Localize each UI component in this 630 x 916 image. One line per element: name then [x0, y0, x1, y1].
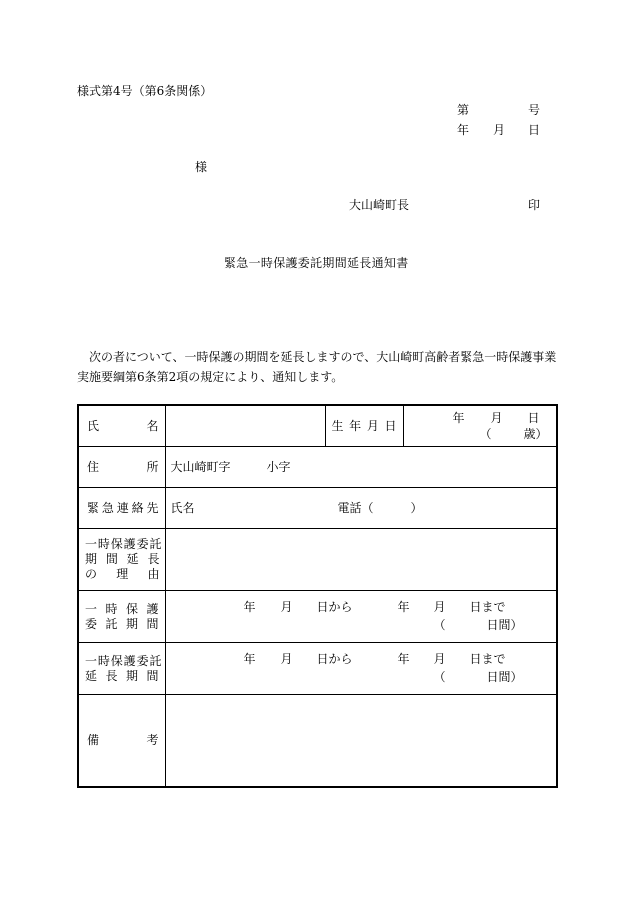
reason-label-char: 委	[136, 537, 149, 551]
period-end-month: 月	[433, 600, 446, 614]
ext-value-cell[interactable]	[165, 643, 557, 695]
period-days-close: 日間）	[486, 618, 523, 632]
ext-label-char: 延	[85, 668, 98, 683]
address-town: 大山崎町字	[170, 460, 231, 474]
issuer-name: 大山崎町長	[349, 198, 410, 212]
period-days-open: （	[433, 618, 446, 632]
contact-label-char: 絡	[131, 500, 144, 515]
period-value-cell[interactable]	[165, 591, 557, 643]
contact-label-char: 先	[146, 500, 159, 515]
reason-label-char: 延	[126, 552, 139, 566]
age-open: （	[479, 427, 492, 441]
ext-days-open: （	[433, 670, 446, 684]
reason-label-char: 期	[85, 552, 98, 566]
dob-label-char: 生	[331, 418, 344, 433]
ext-label-char: 委	[136, 653, 149, 668]
contact-label-char: 急	[101, 500, 114, 515]
name-label-char: 氏	[87, 418, 100, 433]
period-label-char: 委	[85, 616, 98, 631]
date-month: 月	[493, 123, 506, 137]
ext-end-day: 日まで	[469, 652, 506, 666]
reason-label-char: 理	[116, 567, 129, 581]
addressee-suffix: 様	[195, 160, 208, 174]
ext-end-year: 年	[397, 652, 410, 666]
remarks-value-cell[interactable]	[165, 695, 557, 787]
dob-value-cell[interactable]	[403, 405, 557, 447]
address-label-char: 所	[146, 459, 159, 474]
ext-label-char: 保	[110, 653, 123, 668]
reason-label-char: 長	[147, 552, 160, 566]
row-extension-period	[78, 643, 557, 695]
remarks-label-cell	[78, 695, 165, 787]
contact-label-char: 緊	[87, 500, 100, 515]
period-start-day: 日から	[316, 600, 353, 614]
seal-mark: 印	[528, 198, 541, 212]
ext-label-cell	[78, 643, 165, 695]
ext-label-char: 護	[123, 653, 136, 668]
address-label-cell	[78, 447, 165, 488]
ext-label-char: 期	[125, 668, 138, 683]
doc-number-prefix: 第	[457, 103, 470, 117]
address-value-cell[interactable]	[165, 447, 557, 488]
ext-start-day: 日から	[316, 652, 353, 666]
period-label-char: 期	[125, 616, 138, 631]
period-label-char: 一	[85, 601, 98, 616]
contact-label-cell	[78, 488, 165, 529]
address-label-char: 住	[87, 459, 100, 474]
dob-year: 年	[452, 411, 465, 425]
remarks-label-char: 備	[87, 732, 100, 747]
ext-days-close: 日間）	[486, 670, 523, 684]
contact-label-char: 連	[116, 500, 129, 515]
dob-label-char: 年	[349, 418, 362, 433]
period-end-year: 年	[397, 600, 410, 614]
dob-label-char: 月	[366, 418, 379, 433]
period-label-char: 保	[125, 601, 138, 616]
ext-start-year: 年	[243, 652, 256, 666]
reason-value-cell[interactable]	[165, 529, 557, 591]
ext-label-char: 託	[149, 653, 162, 668]
address-koaza: 小字	[266, 460, 291, 474]
period-label-char: 時	[105, 601, 118, 616]
age-close: 歳）	[523, 427, 548, 441]
row-remarks	[78, 695, 557, 787]
dob-month: 月	[490, 411, 503, 425]
row-address	[78, 447, 557, 488]
contact-value-cell[interactable]	[165, 488, 557, 529]
date-year: 年	[457, 123, 470, 137]
period-label-cell	[78, 591, 165, 643]
name-value-cell[interactable]	[165, 405, 325, 447]
contact-phone-close: ）	[410, 501, 423, 515]
period-end-day: 日まで	[469, 600, 506, 614]
reason-label-char: 間	[105, 552, 118, 566]
reason-label-char: 護	[123, 537, 136, 551]
dob-label-char: 日	[384, 418, 397, 433]
reason-label-cell	[78, 529, 165, 591]
period-start-month: 月	[280, 600, 293, 614]
contact-phone-label: 電話（	[337, 501, 374, 515]
period-label-char: 護	[146, 601, 159, 616]
reason-label-char: 託	[149, 537, 162, 551]
date-day: 日	[528, 123, 541, 137]
period-label-char: 託	[105, 616, 118, 631]
body-line-2: 実施要綱第6条第2項の規定により、通知します。	[77, 370, 344, 384]
reason-label-char: 一	[85, 537, 98, 551]
period-start-year: 年	[243, 600, 256, 614]
reason-label-char: 時	[97, 537, 110, 551]
ext-end-month: 月	[433, 652, 446, 666]
row-protection-period	[78, 591, 557, 643]
ext-label-char: 一	[85, 653, 98, 668]
row-extension-reason	[78, 529, 557, 591]
doc-number-suffix: 号	[528, 103, 541, 117]
body-line-1: 次の者について、一時保護の期間を延長しますので、大山崎町高齢者緊急一時保護事業	[89, 350, 557, 364]
dob-day: 日	[527, 411, 540, 425]
row-name	[78, 405, 557, 447]
contact-name-label: 氏名	[170, 501, 195, 515]
reason-label-char: 保	[110, 537, 123, 551]
ext-label-char: 間	[146, 668, 159, 683]
period-label-char: 間	[146, 616, 159, 631]
remarks-label-char: 考	[146, 732, 159, 747]
document-title: 緊急一時保護委託期間延長通知書	[224, 256, 409, 270]
notice-form-table	[77, 404, 558, 788]
name-label-char: 名	[146, 418, 159, 433]
name-label-cell	[78, 405, 165, 447]
reason-label-char: 由	[147, 567, 160, 581]
reason-label-char: の	[85, 567, 98, 581]
ext-label-char: 長	[105, 668, 118, 683]
form-number: 様式第4号（第6条関係）	[77, 84, 213, 98]
ext-start-month: 月	[280, 652, 293, 666]
dob-label-cell	[325, 405, 403, 447]
ext-label-char: 時	[97, 653, 110, 668]
row-emergency-contact	[78, 488, 557, 529]
